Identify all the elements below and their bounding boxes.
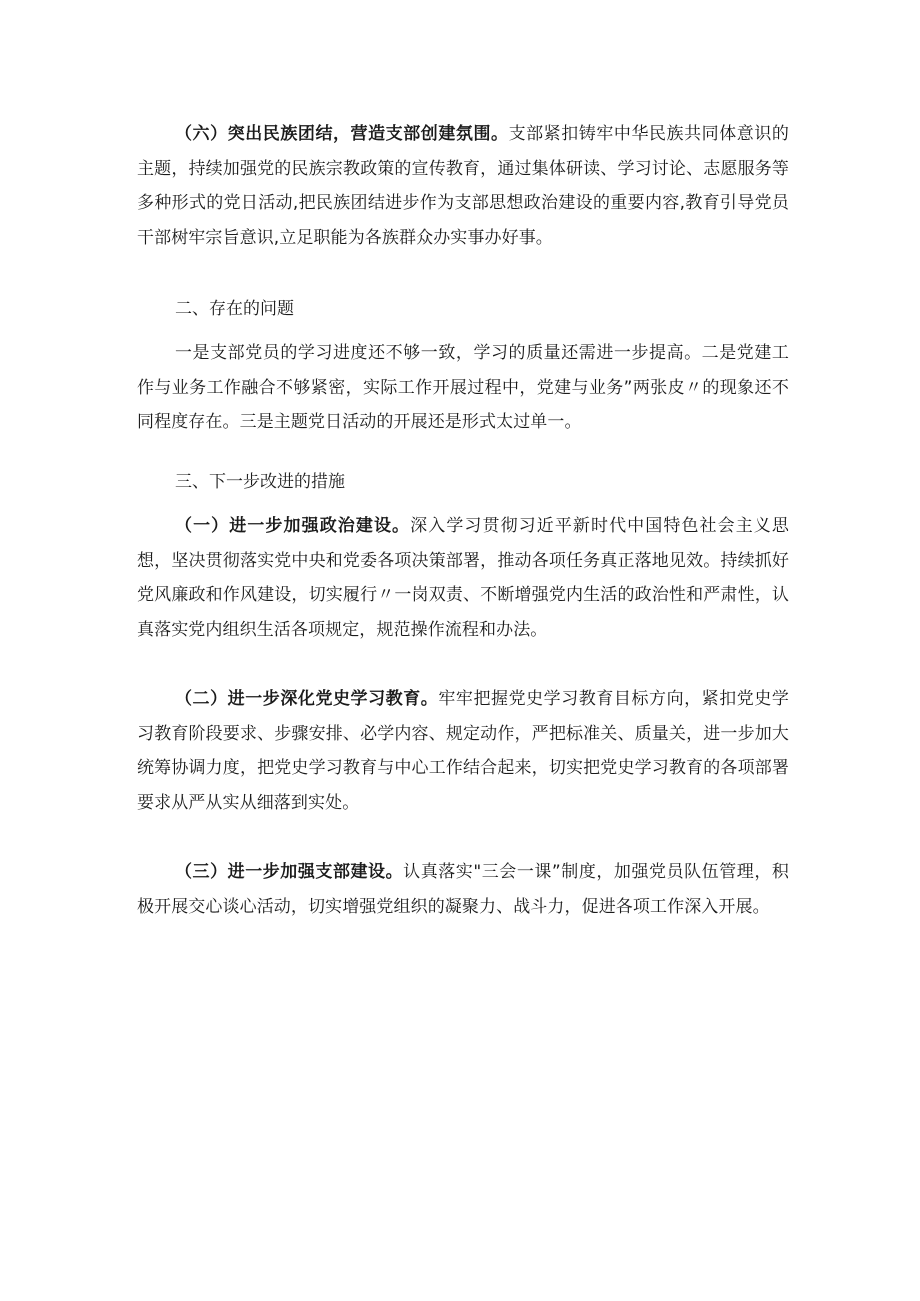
measure-one-body: 深入学习贯彻习近平新时代中国特色社会主义思想，坚决贯彻落实党中央和党委各项决策部署，推动各项任务真正落地见效。持续抓好党风廉政和作风建设，切实履行〃一岗双责、不断增强党内生活的政治性和严肃性，认真落实党内组织生活各项规定，规范操作流程和办法。 [137, 516, 789, 640]
measure-two-lead: （二）进一步深化党史学习教育。 [175, 689, 439, 709]
paragraph-measure-one [137, 509, 789, 647]
heading-existing-problems: 二、存在的问题 [175, 299, 294, 319]
paragraph-measure-two [137, 682, 789, 820]
paragraph-problems: 一是支部党员的学习进度还不够一致，学习的质量还需进一步提高。二是党建工作与业务工作融合不够紧密，实际工作开展过程中，党建与业务”两张皮〃的现象还不同程度存在。三是主题党日活动的开展还是形式太过单一。 [137, 343, 789, 432]
measure-three-body: 认真落实"三会一课”制度，加强党员队伍管理，积极开展交心谈心活动，切实增强党组织的凝聚力、战斗力，促进各项工作深入开展。 [137, 862, 789, 917]
paragraph-section-six [137, 117, 789, 255]
section-six-body: 支部紧扣铸牢中华民族共同体意识的主题，持续加强党的民族宗教政策的宣传教育，通过集体研读、学习讨论、志愿服务等多种形式的党日活动,把民族团结进步作为支部思想政治建设的重要内容,教育引导党员干部树牢宗旨意识,立足职能为各族群众办实事办好事。 [137, 124, 789, 248]
section-six-lead: （六）突出民族团结，营造支部创建氛围。 [175, 124, 509, 144]
measure-two-body: 牢牢把握党史学习教育目标方向，紧扣党史学习教育阶段要求、步骤安排、必学内容、规定动作，严把标准关、质量关，进一步加大统筹协调力度，把党史学习教育与中心工作结合起来，切实把党史学习教育的各项部署要求从严从实从细落到实处。 [137, 689, 790, 813]
measure-three-lead: （三）进一步加强支部建设。 [175, 862, 404, 882]
paragraph-measure-three [137, 855, 789, 924]
heading-next-steps: 三、下一步改进的措施 [175, 472, 345, 492]
measure-one-lead: （一）进一步加强政治建设。 [175, 516, 411, 536]
